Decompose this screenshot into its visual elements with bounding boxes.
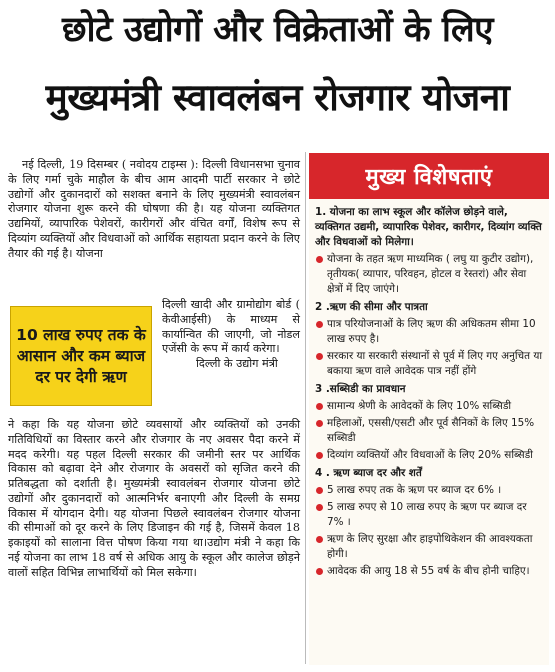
bullet-text: आवेदक की आयु 18 से 55 वर्ष के बीच होनी चाहिए। (327, 565, 530, 577)
bullet-text: सामान्य श्रेणी के आवेदकों के लिए 10% सब्सिडी (327, 400, 512, 412)
bullet-text: पात्र परियोजनाओं के लिए ऋण की अधिकतम सीमा 10 लाख रुपए है। (327, 318, 536, 345)
bullet-dot-icon (316, 504, 323, 511)
bullet-dot-icon (316, 403, 323, 410)
bullet-text: 5 लाख रुपए तक के ऋण पर ब्याज दर 6% । (327, 484, 502, 496)
bullet-dot-icon (316, 321, 323, 328)
pullquote-box (10, 306, 152, 406)
bullet-text: ऋण के लिए सुरक्षा और हाइपोथिकेशन की आवश्यकता होगी। (327, 533, 533, 560)
column-divider (305, 152, 306, 664)
bullet-dot-icon (316, 452, 323, 459)
article-narrow-text-2: दिल्ली के उद्योग मंत्री (196, 357, 278, 370)
section-heading: 4 . ऋण ब्याज दर और शर्तें (315, 467, 422, 479)
features-panel (309, 153, 549, 665)
bullet-dot-icon (316, 536, 323, 543)
bullet-dot-icon (316, 568, 323, 575)
bullet-text: योजना के तहत ऋण माध्यमिक ( लघु या कुटीर उद्योग), तृतीयक( व्यापार, परिवहन, होटल व रेस्तरां) और सेवा क्षेत्रों में दिए जाएंगे। (327, 253, 534, 295)
features-title: मुख्य विशेषताएं (309, 153, 549, 199)
feature-bullet (315, 317, 545, 347)
feature-bullet (315, 448, 545, 463)
feature-bullet (315, 532, 545, 562)
article-para-1 (8, 158, 300, 261)
pullquote-text: 10 लाख रुपए तक के आसान और कम ब्याज दर पर देगी ऋण (16, 325, 146, 386)
bullet-text: महिलाओं, एससी/एसटी और पूर्व सैनिकों के लिए 15% सब्सिडी (327, 417, 535, 444)
feature-bullet (315, 399, 545, 414)
feature-bullet (315, 483, 545, 498)
section-heading: 2 .ऋण की सीमा और पात्रता (315, 301, 428, 313)
article-narrow-text: दिल्ली खादी और ग्रामोद्योग बोर्ड ( केवीआईसी) के माध्यम से कार्यान्वित की जाएगी, जो नोडल एजेंसी के रूप में कार्य करेगा। (162, 298, 300, 356)
feature-bullet (315, 349, 545, 379)
article-para-2 (8, 418, 300, 580)
feature-bullet (315, 416, 545, 446)
bullet-dot-icon (316, 256, 323, 263)
features-body (309, 199, 549, 579)
headline-line-1: छोटे उद्योगों और विक्रेताओं के लिए (61, 10, 494, 50)
section-heading: 1. योजना का लाभ स्कूल और कॉलेज छोड़ने वाले, व्यक्तिगत उद्यमी, व्यापारिक पेशेवर, कारीगर, दिव्यांग व्यक्ति और विधवाओं को मिलेगा। (315, 206, 542, 248)
article-narrow-column (162, 298, 300, 372)
bullet-text: दिव्यांग व्यक्तियों और विधवाओं के लिए 20% सब्सिडी (327, 449, 533, 461)
bullet-dot-icon (316, 420, 323, 427)
feature-bullet (315, 500, 545, 530)
article-lead-paragraph: नई दिल्ली, 19 दिसम्बर ( नवोदय टाइम्स ): दिल्ली विधानसभा चुनाव के लिए गर्मा चुके माहौल के बीच आम आदमी पार्टी सरकार ने छोटे उद्योगों और दुकानदारों को सशक्त बनाने के लिए मुख्यमंत्री स्वावलंबन रोजगार योजना शुरू करने की घोषणा की है। यह योजना व्यक्तिगत उद्यमियों, व्यापारिक पेशेवरों, कारीगरों और वंचित वर्गों, विशेष रूप से दिव्यांग व्यक्तियों और विधवाओं को आर्थिक सहायता प्रदान करने के लिए तैयार की गई है। योजना (8, 158, 300, 260)
feature-bullet (315, 252, 545, 297)
section-heading: 3 .सब्सिडी का प्रावधान (315, 383, 406, 395)
bullet-text: 5 लाख रुपए से 10 लाख रुपए के ऋण पर ब्याज दर 7% । (327, 501, 527, 528)
bullet-dot-icon (316, 487, 323, 494)
article-body-paragraph: ने कहा कि यह योजना छोटे व्यवसायों और व्यक्तियों को उनकी गतिविधियों का विस्तार करने और रोजगार के नए अवसर पैदा करने में मदद करेगी। यह पहल दिल्ली सरकार की जमीनी स्तर पर आर्थिक विकास को बढ़ावा देने और रोजगार के अवसरों को सृजित करने की प्रतिबद्धता को दर्शाती है। मुख्यमंत्री स्वावलंबन रोजगार योजना छोटे उद्योगों और दुकानदारों को आत्मनिर्भर बनाएगी और दिल्ली के समग्र विकास में योगदान देगी। यह योजना पिछले स्वावलंबन रोजगार योजना की सीमाओं को दूर करने के लिए डिजाइन की गई है, जिसमें केवल 18 इकाइयों को सालाना वित्त पोषण किया गया था।उद्योग मंत्री ने कहा कि नई योजना का लाभ 18 वर्ष से अधिक आयु के स्कूल और कालेज छोड़ने वालों सहित विभिन्न लाभार्थियों को मिल सकेगा। (8, 418, 300, 579)
feature-bullet (315, 564, 545, 579)
bullet-text: सरकार या सरकारी संस्थानों से पूर्व में लिए गए अनुचित या बकाया ऋण वाले आवेदक पात्र नहीं होंगे (327, 350, 543, 377)
headline-line-2: मुख्यमंत्री स्वावलंबन रोजगार योजना (45, 76, 510, 119)
bullet-dot-icon (316, 353, 323, 360)
